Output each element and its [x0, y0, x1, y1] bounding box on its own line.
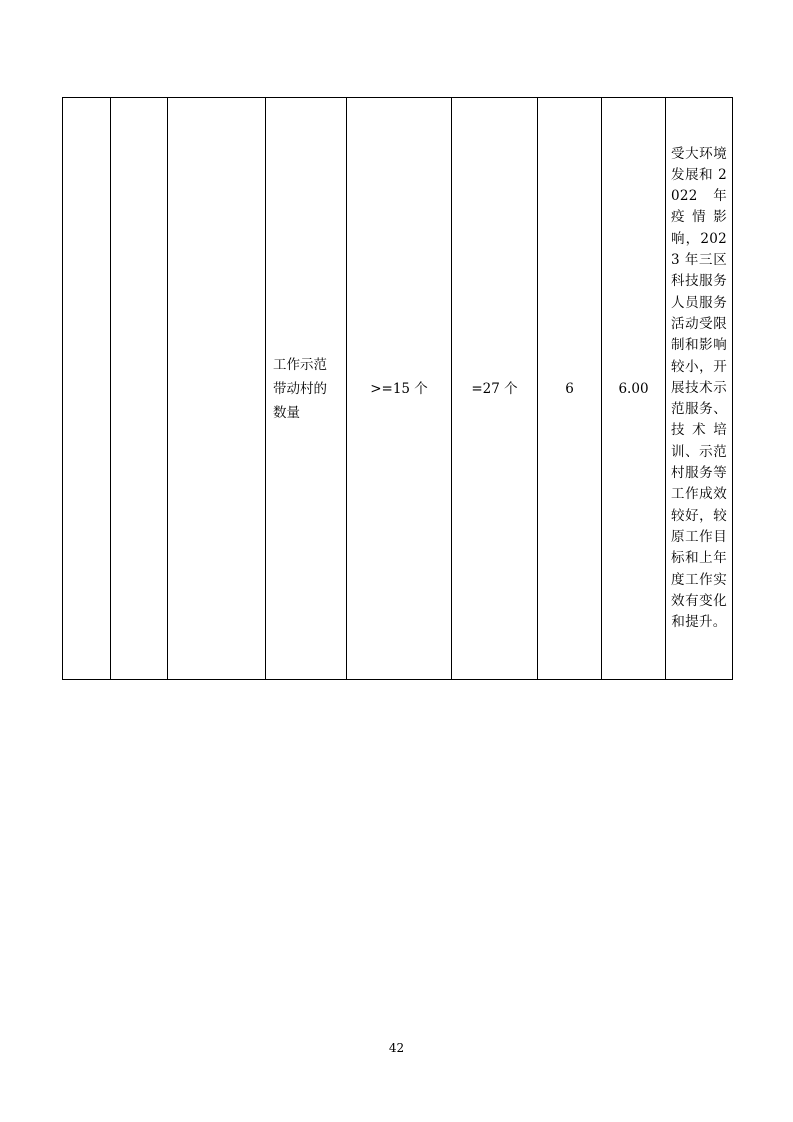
- table-cell-note: [666, 98, 732, 679]
- indicator-text: 工作示范带动村的数量: [273, 356, 327, 421]
- table-cell-weight: 6: [538, 98, 602, 679]
- page-number: 42: [388, 1041, 405, 1055]
- table-cell-indicator: [266, 98, 347, 679]
- note-text: 受大环境发展和 2022 年疫情影响，2023 年三区科技服务人员服务活动受限制和影响较小，开展技术示范服务、技术培训、示范村服务等工作成效较好，较原工作目标和上年度工作实效有变化和提升。: [671, 145, 727, 631]
- table-cell-score: 6.00: [602, 98, 666, 679]
- table-cell-col2: [111, 98, 168, 679]
- table-cell-actual: =27 个: [452, 98, 538, 679]
- performance-table: [62, 97, 733, 680]
- table-cell-target: >=15 个: [347, 98, 452, 679]
- table-cell-col1: [63, 98, 111, 679]
- table-cell-col3: [168, 98, 266, 679]
